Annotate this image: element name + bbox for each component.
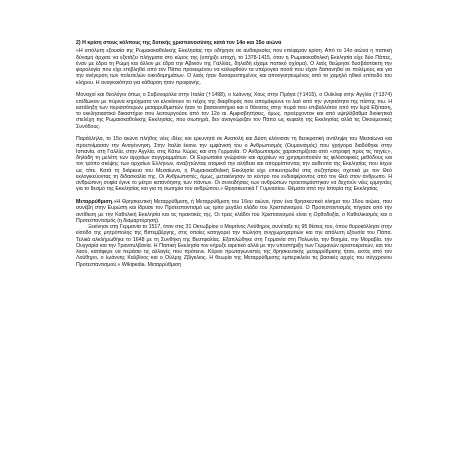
- document-body: [76, 40, 392, 274]
- reformation-definition: .«Η Θρησκευτική Μεταρρύθμιση, ή Μεταρρύθμιση του 16ου αιώνα, ήταν ένα θρησκευτικό κίνημα του 16ου αιώνα, που συνέβη στην Ευρώπη και ίδρυσε τον Προτεσταντισμό ως τρίτο μεγάλο κλάδο του Χριστιανισμού. Ο Προτεσταντισμός πήγασε από την αντίθεση με την Καθολική Εκκλησία και τις πρακτικές της. Οι τρεις κλάδοι του Χριστιανισμού είναι η Ορθοδοξία, ο Καθολικισμός και ο Προτεσταντισμός (η διαμαρτύρηση).: [76, 199, 392, 224]
- paragraph-crisis: «Η απόλυτη εξουσία της Ρωμαιοκαθολικής Εκκλησίας την οδήγησε σε αυθαιρεσίες που επέφεραν κρίση. Από το 14ο αιώνα η παπική δύναμη άρχισε να εξετάζει πλήγματα στο κύρος της (υπήρξε εποχή, το 1378-1415, όταν η Ρωμαιοκαθολική Εκκλησία είχε δύο Πάπες, έναν με έδρα τη Ρώμη και άλλον με έδρα την Αβινιόν της Γαλλίας, δηλαδή είχαμε παπικό σχίσμα). Ο λαός θεώρησε δυσβάστακτη την φορολογία που είχε επιβληθεί από τον Πάπα προκειμένου να καλυφθούν τα υπέρογκα ποσά που είχαν δαπανηθεί σε πολέμους και για την ανέγερση των πολυτελών οικοδομημάτων. Ο λαός ήταν δυσαρεστημένος και αποογοητευμένος από το χαμηλό ηθικό επίπεδο του κλήρου. Η αναγκαιότητα για κάθαρση ήταν προφανής.: [76, 48, 392, 86]
- reformation-lead-term: Μεταρρύθμιση: [76, 199, 113, 205]
- paragraph-reformation: [76, 199, 392, 224]
- paragraph-humanism: Παράλληλα, το 15ο αιώνα πλήθος νέες ιδέες και ερευνητά σε Ανατολή και Δύση κλόνισαν τη θεοκρατική αντίληψη του Μεσαίωνα και προετοίμασαν την Αναγέννηση. Στην Ιταλία έκανε την εμφάνισή του ο Ανθρωπισμός (Ουμανισμός) που γρήγορα διαδόθηκε στην Ισπανία, στη Γαλλία, στην Αγγλία, στις Κάτω Χώρες και στη Γερμανία. Ο Ανθρωπισμός χαρακτηρίζεται από «στροφή προς τις πηγές», δηλαδή τη μελέτη των αρχαίων συγγραμμάτων. Οι Ευρωπαίοι γνώρισαν και αρχαίων να χρησιμοποιούν τις φιλοσοφικές μεθόδους και τον τρόπο σκέψης των αρχαίων Ελλήνων, αναζητώντας ατομικά την αλήθεια και απορρίπτοντας την αυθεντία της Εκκλησίας που ίσχυε ως τότε. Κατά τη διάρκεια του Μεσαίωνα, η Ρωμαιοκαθολική Εκκλησία είχε επικεντρωθεί στις συζητήσεις σχετικά με τον Θεό εκλογικεύοντας τη διδασκαλία της. Οι Ανθρωπιστές, όμως, μετακίνησαν το κέντρο του ενδιαφέροντος από τον Θεό στον άνθρωπο. Η ανθρώπινη σοφία έγινε το μέτρο κατανόησης των πάντων. Οι συνειδήσεις των ανθρώπων προετοιμάστηκαν να δεχτούν νέες ερμηνείες για το θεσμό της Εκκλησίας και για τη σωτηρία του ανθρώπου.» Θρησκευτικά Γ Γυμνασίου. Θέματα από την Ιστορία της Εκκλησίας: [76, 136, 392, 193]
- paragraph-reformers: Μοναχοί και θεολόγοι όπως ο Σαβοναρόλα στην Ιταλία (†1498), ο Ιωάννης Χους στην Πράγα (†1415), ο Ουϊκλιφ στην Αγγλία (†1374) επιδίωκαν με πύρινα κηρύγματα να κλονίσουν το τείχος της διαφθοράς που απομάκρυνε το λαό από την γνησιότητα της πίστης του. Η κατάληξη των περισσότερων μεταρρυθμιστών ήταν το βασανιστήρια και ο θάνατος στην πυρά που επιβαλλόταν από την Ιερά Εξέταση, το εκκλησιαστικό δικαστήριο που λειτουργούσε από τον 12ο αι. Αμφισβητήσεις, όμως, προέρχονταν και από υψηλόβαθμα διοικητικά στελέχη της Ρωμαιοκαθολικής Εκκλησίας, που σιωπηρά, δεν αναγνώριζαν τον Πάπα ως κεφαλή της Εκκλησίας αλλά τις Οικουμενικές Συνόδους.: [76, 92, 392, 130]
- section-heading: 2) Η κρίση στους κόλπους της δυτικής χριστιανοσύνης κατά τον 14ο και 15ο αιώνα: [76, 40, 282, 46]
- paragraph-reformation-history: Ξεκίνησε στη Γερμανία το 1517, όταν στις 31 Οκτωβρίου ο Μαρτίνος Λούθηρος συνέταξε τις 95 θέσεις του, όπου θυροκόλλησε στην είσοδο της μητρόπολης της Βιττεμβέργης, στις οποίες κατηγορεί την πώληση συγχωροχαρτιών και την απόλυτη εξουσία του Πάπα. Τελικά αλκλήρωθήκε το 1648 με τη Συνθήκη της Βεστφαλίας. Εξαπλώθηκε στη Γερμανία στη Πολωνία, την Βοημία, την Μοραβία, την Ουγγαρία και την Τρανσυλβανία. Η Παπική Εκκλησία τον κήρυξε αιρετικό αλλά με την υποστήριξη των Γερμανών αριστοκρατών, και του λαού, κατάφερε να περάσει τις αλλαγές που πρότεινε. Κύριοι πρωταγωνιστές της θρησκευτικής μεταρρύθμισης ήταν, εκτός από τον Λούθηρο, ο Ιωάννης Καλβίνος και ο Ούλριχ Ζβίγκλιος. Η θεωρία της Μεταρρύθμισης εμπερικλείει τις βασικές αρχές του σύγχρονου Προτεσταντισμού.» Wikipedia. Μεταρρύθμιση: [76, 224, 392, 268]
